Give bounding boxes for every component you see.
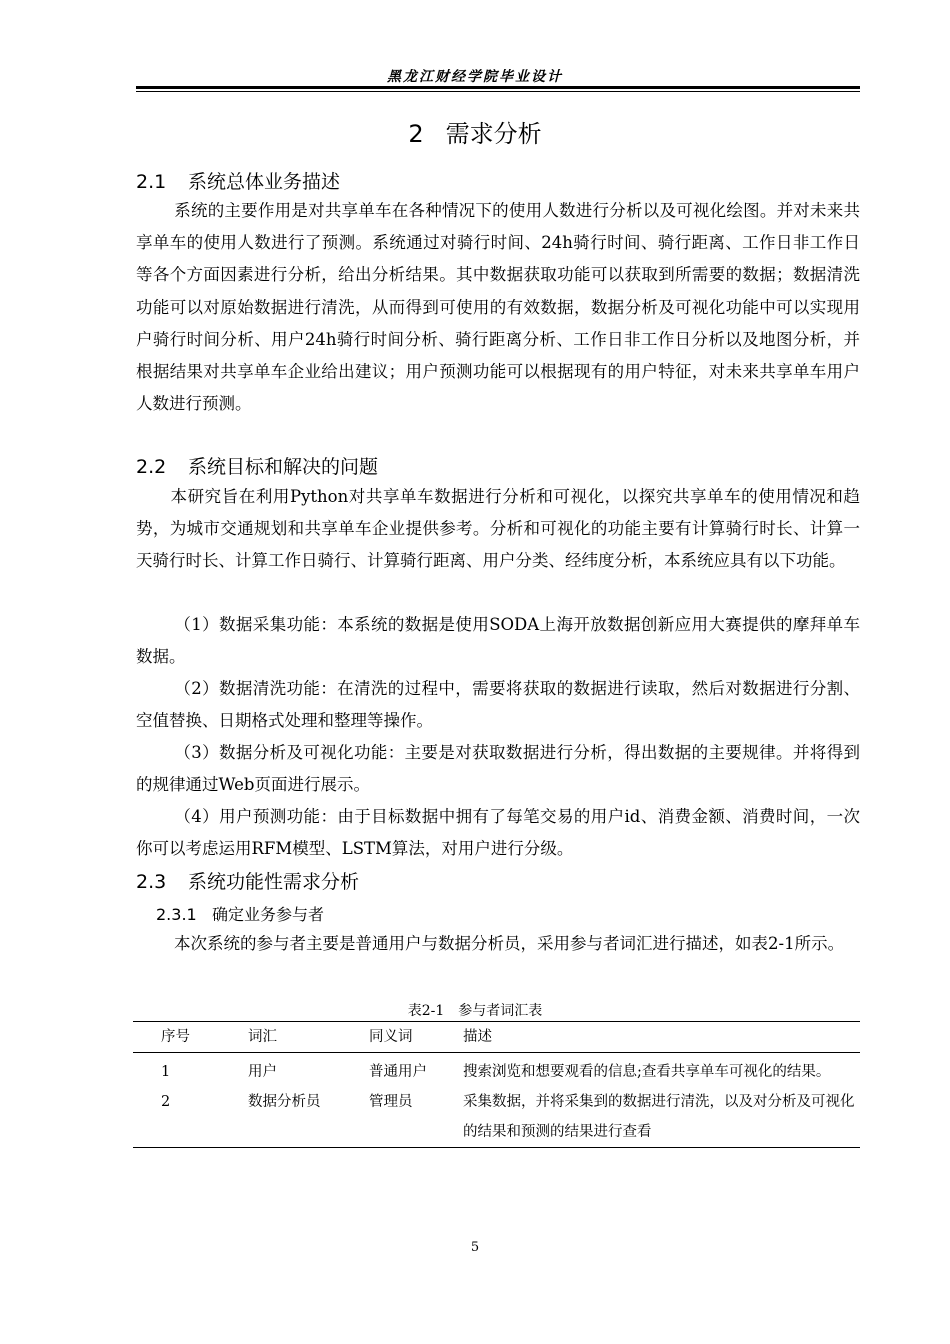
- paragraph-text: （2）数据清洗功能：在清洗的过程中，需要将获取的数据进行读取，然后对数据进行分割、空值替换、日期格式处理和整理等操作。: [136, 679, 860, 731]
- paragraph-text: 本次系统的参与者主要是普通用户与数据分析员，采用参与者词汇进行描述，如表2-1所示。: [174, 934, 845, 953]
- chapter-title: [0, 114, 950, 149]
- header-rule-thin: [136, 91, 860, 92]
- section-title: 系统总体业务描述: [188, 171, 341, 193]
- section-2-1-heading: [136, 167, 340, 194]
- table-cell: 采集数据，并将采集到的数据进行清洗，以及对分析及可视化的结果和预测的结果进行查看: [463, 1094, 855, 1140]
- section-2-3-heading: [136, 867, 359, 894]
- section-number: 2.2: [136, 456, 167, 478]
- header-rule-thick: [136, 86, 860, 89]
- participant-vocabulary-table: [133, 1021, 860, 1148]
- table-cell: 用户: [248, 1064, 277, 1080]
- paragraph-function-3: [136, 737, 860, 801]
- subsection-title: 确定业务参与者: [212, 905, 325, 924]
- table-cell: 1: [161, 1064, 171, 1080]
- paragraph-function-4: [136, 801, 860, 865]
- page-header: 黑龙江财经学院毕业设计: [387, 69, 563, 85]
- chapter-name: 需求分析: [445, 120, 542, 148]
- table-cell: 普通用户: [369, 1064, 427, 1080]
- table-cell: 数据分析员: [248, 1094, 321, 1110]
- subsection-number: 2.3.1: [156, 905, 197, 924]
- paragraph-function-1: [136, 609, 860, 673]
- header-cell-synonym: 同义词: [369, 1029, 413, 1045]
- paragraph-participants: [136, 928, 860, 960]
- paragraph-system-goals: [136, 481, 860, 578]
- paragraph-text: （4）用户预测功能：由于目标数据中拥有了每笔交易的用户id、消费金额、消费时间，一次你可以考虑运用RFM模型、LSTM算法，对用户进行分级。: [136, 807, 860, 859]
- header-cell-index: 序号: [161, 1029, 190, 1045]
- table-row: [133, 1053, 860, 1088]
- chapter-number: 2: [408, 120, 424, 148]
- section-2-3-1-heading: [156, 902, 324, 925]
- paragraph-text: 系统的主要作用是对共享单车在各种情况下的使用人数进行分析以及可视化绘图。并对未来共享单车的使用人数进行了预测。系统通过对骑行时间、24h骑行时间、骑行距离、工作日非工作日等各个方面因素进行分析，给出分析结果。其中数据获取功能可以获取到所需要的数据；数据清洗功能可以对原始数据进行清洗，从而得到可使用的有效数据，数据分析及可视化功能中可以实现用户骑行时间分析、用户24h骑行时间分析、骑行距离分析、工作日非工作日分析以及地图分析，并根据结果对共享单车企业给出建议；用户预测功能可以根据现有的用户特征，对未来共享单车用户人数进行预测。: [136, 201, 860, 414]
- paragraph-business-description: [136, 195, 860, 420]
- table-header-row: [133, 1022, 860, 1053]
- table-cell: 管理员: [369, 1094, 413, 1110]
- paragraph-text: （1）数据采集功能：本系统的数据是使用SODA上海开放数据创新应用大赛提供的摩拜单车数据。: [136, 615, 860, 667]
- section-title: 系统功能性需求分析: [188, 871, 360, 893]
- paragraph-text: （3）数据分析及可视化功能：主要是对获取数据进行分析，得出数据的主要规律。并将得到的规律通过Web页面进行展示。: [136, 743, 860, 795]
- table-row: [133, 1087, 860, 1148]
- header-cell-term: 词汇: [248, 1029, 277, 1045]
- section-number: 2.1: [136, 171, 167, 193]
- paragraph-text: 本研究旨在利用Python对共享单车数据进行分析和可视化，以探究共享单车的使用情况和趋势，为城市交通规划和共享单车企业提供参考。分析和可视化的功能主要有计算骑行时长、计算一天骑行时长、计算工作日骑行、计算骑行距离、用户分类、经纬度分析，本系统应具有以下功能。: [136, 487, 860, 571]
- section-2-2-heading: [136, 452, 378, 479]
- header-cell-description: 描述: [463, 1029, 492, 1045]
- table-cell: 搜索浏览和想要观看的信息;查看共享单车可视化的结果。: [463, 1064, 831, 1080]
- section-title: 系统目标和解决的问题: [188, 456, 379, 478]
- table-caption: 表2-1 参与者词汇表: [407, 1003, 543, 1019]
- section-number: 2.3: [136, 871, 167, 893]
- table-cell: 2: [161, 1094, 171, 1110]
- paragraph-function-2: [136, 673, 860, 737]
- page-number: 5: [470, 1240, 480, 1255]
